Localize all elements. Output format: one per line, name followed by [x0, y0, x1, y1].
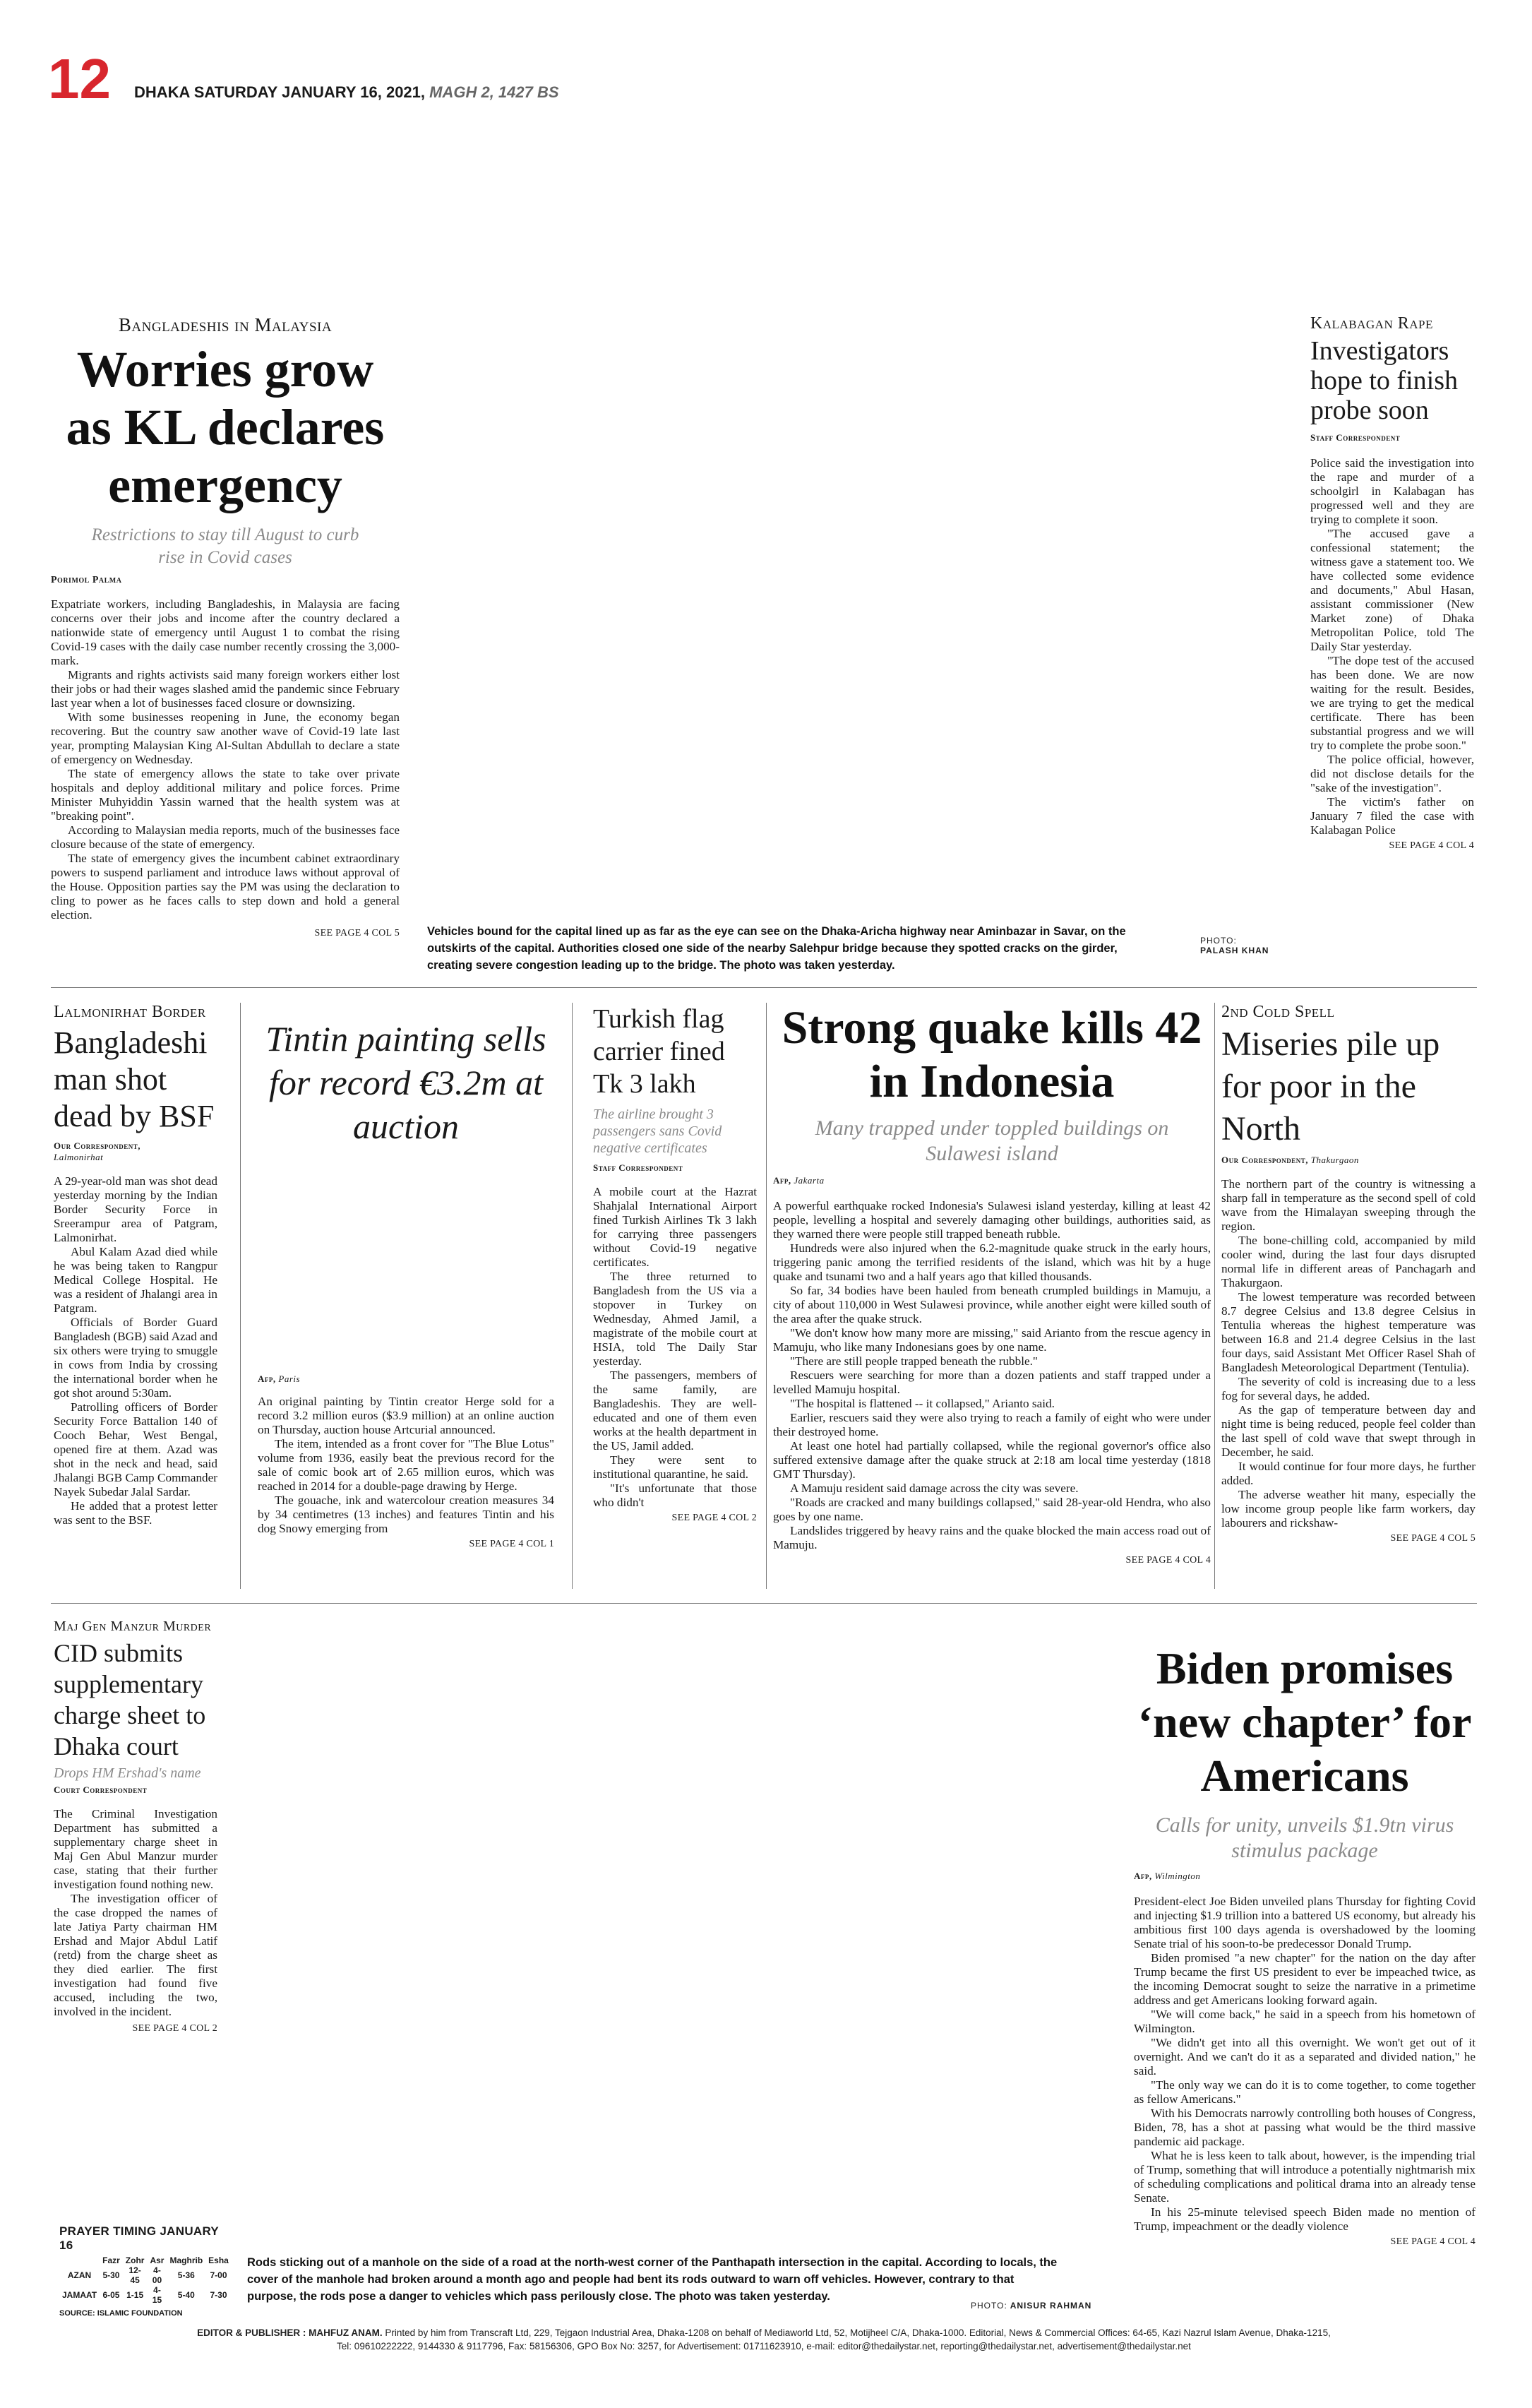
- paragraph: What he is less keen to talk about, however, is the impending trial of Trump, something that will introduce a potentially nightmarish mix of scheduling complications and political drama into an already tense Senate.: [1134, 2149, 1476, 2205]
- prayer-col: [59, 2255, 100, 2265]
- story-body: [54, 1174, 217, 1527]
- jump-line: SEE PAGE 4 COL 1: [469, 1539, 554, 1549]
- photo-credit-name: PALASH KHAN: [1200, 946, 1269, 955]
- jump-line: SEE PAGE 4 COL 2: [671, 1513, 757, 1523]
- story-byline: [258, 1373, 554, 1385]
- prayer-cell: AZAN: [67, 2270, 92, 2280]
- imprint-address: Printed by him from Transcraft Ltd, 229, Tejgaon Industrial Area, Dhaka-1208 on behalf of Mediaworld Ltd, 52, Motijheel C/A, Dhaka-1000. Editorial, News & Commercial Offices: 64-65, Kazi Nazrul Islam Avenue, Dhaka-1215,: [382, 2327, 1331, 2338]
- prayer-header-row: [59, 2255, 232, 2265]
- story-body: [1221, 1177, 1476, 1530]
- prayer-source: SOURCE: ISLAMIC FOUNDATION: [59, 2309, 183, 2318]
- story-bsf: [54, 1003, 217, 1527]
- prayer-col: Asr: [150, 2255, 164, 2265]
- prayer-col: Fazr: [102, 2255, 120, 2265]
- story-body: [1310, 456, 1474, 838]
- prayer-col: Maghrib: [169, 2255, 203, 2265]
- paragraph: The Criminal Investigation Department has submitted a supplementary charge sheet in Maj Gen Abul Manzur murder case, stating that their further investigation found nothing new.: [54, 1807, 217, 1891]
- byline-place: Paris: [278, 1373, 301, 1384]
- paragraph: "We don't know how many more are missing," said Arianto from the rescue agency in Mamuju, who like many Indonesians goes by one name.: [773, 1326, 1211, 1354]
- paragraph: The adverse weather hit many, especially the low income group people like farm workers, day labourers and rickshaw-: [1221, 1488, 1476, 1530]
- byline-name: Afp,: [773, 1175, 791, 1186]
- byline-name: Our Correspondent,: [54, 1140, 141, 1151]
- prayer-cell: 6-05: [102, 2290, 120, 2300]
- paragraph: A Mamuju resident said damage across the city was severe.: [790, 1482, 1079, 1495]
- paragraph: The state of emergency allows the state to take over private hospitals and deploy additional military and police forces. Prime Minister Muhyiddin Yassin warned that the health system was at "breaking point".: [51, 767, 400, 823]
- divider: [1214, 1003, 1215, 1589]
- prayer-cell: 1-15: [126, 2290, 144, 2300]
- prayer-col: Zohr: [125, 2255, 145, 2265]
- story-kicker: Maj Gen Manzur Murder: [54, 1619, 212, 1634]
- paragraph: "It's unfortunate that those who didn't: [593, 1482, 757, 1509]
- story-quake: [773, 1001, 1211, 1566]
- prayer-cell: 7-30: [210, 2290, 227, 2300]
- paragraph: The victim's father on January 7 filed the case with Kalabagan Police: [1310, 795, 1474, 837]
- story-headline: Tintin painting sells for record €3.2m at auction: [265, 1019, 546, 1146]
- story-deck: Restrictions to stay till August to curb rise in Covid cases: [91, 525, 359, 567]
- jump-line: SEE PAGE 4 COL 5: [314, 928, 400, 938]
- paragraph: Biden promised "a new chapter" for the nation on the day after Trump became the first US president to ever be impeached twice, as the incoming Democrat sought to seize the narrative in a primetime address and get Americans looking forward again.: [1134, 1951, 1476, 2007]
- story-deck: The airline brought 3 passengers sans Covid negative certificates: [593, 1107, 722, 1156]
- prayer-cell: JAMAAT: [62, 2290, 97, 2300]
- paragraph: The three returned to Bangladesh from the US via a stopover in Turkey on Wednesday, Ahmed Jamil, a magistrate of the mobile court at HSIA, told The Daily Star yesterday.: [593, 1270, 757, 1368]
- dateline-bangla: MAGH 2, 1427 BS: [425, 83, 559, 101]
- byline-name: Afp,: [258, 1373, 276, 1384]
- jump-line: SEE PAGE 4 COL 4: [1389, 840, 1474, 851]
- byline-place: Lalmonirhat: [54, 1152, 104, 1162]
- paragraph: "Roads are cracked and many buildings collapsed," said 28-year-old Hendra, who also goes by one name.: [773, 1496, 1211, 1523]
- paragraph: The severity of cold is increasing due to a less fog for several days, he added.: [1221, 1375, 1476, 1402]
- story-cold: [1221, 1003, 1476, 1544]
- jump-line: SEE PAGE 4 COL 5: [1390, 1533, 1476, 1544]
- prayer-cell: 5-40: [177, 2290, 195, 2300]
- paragraph: The bone-chilling cold, accompanied by mild cooler wind, during the last four days disrupted normal life in different areas of Panchagarh and Thakurgaon.: [1221, 1234, 1476, 1289]
- story-deck: Many trapped under toppled buildings on Sulawesi island: [815, 1116, 1169, 1165]
- story-headline: Miseries pile up for poor in the North: [1221, 1025, 1440, 1148]
- byline-place: Thakurgaon: [1310, 1155, 1359, 1165]
- byline-place: Wilmington: [1154, 1871, 1201, 1881]
- story-byline: [1134, 1871, 1476, 1882]
- paragraph: Police said the investigation into the rape and murder of a schoolgirl in Kalabagan has progressed well and they are trying to complete it soon.: [1310, 456, 1474, 526]
- paragraph: Expatriate workers, including Bangladeshis, in Malaysia are facing concerns over their jobs and income after the country declared a nationwide state of emergency until August 1 to combat the rising Covid-19 cases with the daily case number recently crossing the 3,000-mark.: [51, 597, 400, 667]
- story-byline: Porimol Palma: [51, 575, 122, 585]
- paragraph: "The dope test of the accused has been done. We are now waiting for the result. Besides, we are trying to get the medical certificate. There has been substantial progress and we will try to complete the probe soon.": [1310, 654, 1474, 752]
- story-kalabagan: [1310, 314, 1474, 852]
- prayer-row: [59, 2265, 232, 2285]
- paragraph: They were sent to institutional quarantine, he said.: [593, 1453, 757, 1481]
- story-kicker: Kalabagan Rape: [1310, 314, 1433, 333]
- story-byline: [54, 1140, 217, 1163]
- story-byline: Staff Correspondent: [1310, 432, 1401, 443]
- story-kicker: Bangladeshis in Malaysia: [118, 314, 333, 335]
- paragraph: The investigation officer of the case dropped the names of late Jatiya Party chairman HM Ershad and Major Abdul Latif (retd) from the charge sheet as they died earlier. The first investigation had found five accused, including the two, involved in the incident.: [54, 1892, 217, 2018]
- story-headline: Biden promises ‘new chapter’ for Americans: [1137, 1643, 1472, 1801]
- photo-credit: [971, 2301, 1091, 2311]
- story-body: [54, 1807, 217, 2019]
- paragraph: In his 25-minute televised speech Biden made no mention of Trump, impeachment or the deadly violence: [1134, 2205, 1476, 2233]
- paragraph: Officials of Border Guard Bangladesh (BGB) said Azad and six others were trying to smuggle in cows from India by crossing the international border when he got shot around 5:30am.: [54, 1316, 217, 1400]
- story-kicker: Lalmonirhat Border: [54, 1003, 206, 1021]
- divider: [51, 1603, 1477, 1604]
- story-body: [51, 597, 400, 922]
- paragraph: Landslides triggered by heavy rains and the quake blocked the main access road out of Mamuju.: [773, 1524, 1211, 1551]
- divider: [572, 1003, 573, 1589]
- paragraph: According to Malaysian media reports, much of the businesses face closure because of the state of emergency.: [51, 823, 400, 851]
- paragraph: Earlier, rescuers said they were also trying to reach a family of eight who were under their destroyed home.: [773, 1411, 1211, 1438]
- prayer-cell: 7-00: [210, 2270, 227, 2280]
- paragraph: The police official, however, did not disclose details for the "sake of the investigation".: [1310, 753, 1474, 794]
- paragraph: "The only way we can do it is to come together, to come together as fellow Americans.": [1134, 2078, 1476, 2106]
- prayer-cell: 5-36: [177, 2270, 195, 2280]
- paragraph: A 29-year-old man was shot dead yesterday morning by the Indian Border Security Force in Sreerampur area of Patgram, Lalmonirhat.: [54, 1174, 217, 1244]
- story-byline: Staff Correspondent: [593, 1162, 683, 1173]
- paragraph: Migrants and rights activists said many foreign workers either lost their jobs or had their wages slashed amid the pandemic since February last year when a lot of businesses faced closure or downsizing.: [51, 668, 400, 710]
- dateline: [134, 83, 559, 102]
- prayer-cell: 4-00: [152, 2265, 162, 2285]
- jump-line: SEE PAGE 4 COL 2: [132, 2023, 217, 2034]
- paragraph: President-elect Joe Biden unveiled plans Thursday for fighting Covid and injecting $1.9 trillion into a battered US economy, but already his ambitious first 100 days agenda is overshadowed by the looming Senate trial of his soon-to-be predecessor Donald Trump.: [1134, 1895, 1476, 1950]
- divider: [766, 1003, 767, 1589]
- story-deck: Calls for unity, unveils $1.9tn virus stimulus package: [1155, 1813, 1454, 1862]
- paragraph: Rescuers were searching for more than a dozen patients and staff trapped under a levelled Mamuju hospital.: [773, 1369, 1211, 1396]
- story-turkish: [593, 1003, 757, 1524]
- story-body: [773, 1199, 1211, 1552]
- story-headline: Investigators hope to finish probe soon: [1310, 336, 1458, 425]
- photo-caption: Vehicles bound for the capital lined up as far as the eye can see on the Dhaka-Aricha highway near Aminbazar in Savar, on the outskirts of the capital. Authorities closed one side of the nearby Salehpur bridge because they spotted cracks on the girder, creating severe congestion leading up to the bridge. The photo was taken yesterday.: [427, 925, 1126, 972]
- jump-line: SEE PAGE 4 COL 4: [1390, 2236, 1476, 2247]
- imprint-editor: EDITOR & PUBLISHER : MAHFUZ ANAM.: [197, 2327, 383, 2338]
- paragraph: With his Democrats narrowly controlling both houses of Congress, Biden, 78, has a shot at passing what would be the third massive pandemic aid package.: [1134, 2106, 1476, 2148]
- byline-name: Our Correspondent,: [1221, 1155, 1309, 1165]
- paragraph: So far, 34 bodies have been hauled from beneath crumpled buildings in Mamuju, a city of about 110,000 in West Sulawesi province, while another eight were killed south of the area after the quake struck.: [773, 1284, 1211, 1325]
- story-headline: Bangladeshi man shot dead by BSF: [54, 1025, 215, 1133]
- story-byline: Court Correspondent: [54, 1784, 148, 1795]
- story-deck: Drops HM Ershad's name: [54, 1765, 201, 1781]
- divider: [240, 1003, 241, 1589]
- divider: [51, 987, 1477, 988]
- prayer-col: Esha: [208, 2255, 229, 2265]
- story-malaysia: [51, 314, 400, 939]
- story-body: [593, 1185, 757, 1510]
- prayer-cell: 5-30: [102, 2270, 120, 2280]
- paragraph: He added that a protest letter was sent to the BSF.: [54, 1499, 217, 1527]
- byline-place: Jakarta: [794, 1175, 825, 1186]
- jump-line: SEE PAGE 4 COL 4: [1125, 1555, 1211, 1566]
- paragraph: The state of emergency gives the incumbent cabinet extraordinary powers to suspend parliament and introduce laws without approval of the House. Opposition parties say the PM was using the declaration to cling to power as he faces calls to step down and hold a general election.: [51, 852, 400, 922]
- story-biden: [1134, 1642, 1476, 2248]
- story-headline: Turkish flag carrier fined Tk 3 lakh: [593, 1004, 725, 1099]
- story-tintin: [258, 1017, 554, 1148]
- imprint-line-2: Tel: 09610222222, 9144330 & 9117796, Fax: 58156306, GPO Box No: 3257, for Advertisement: 01711623910, e-mail: editor@thedailystar.net, reporting@thedailystar.net, advertisement@thedailystar.net: [337, 2341, 1191, 2352]
- paragraph: The passengers, members of the same family, are Bangladeshis. They are well-educated and one of them even works at the health department in the US, Jamil added.: [593, 1369, 757, 1453]
- paragraph: It would continue for four more days, he further added.: [1221, 1460, 1476, 1487]
- story-byline: [773, 1175, 1211, 1186]
- paragraph: Patrolling officers of Border Security Force Battalion 140 of Cooch Behar, West Bengal, opened fire at them. Azad was shot in the neck and head, said Jhalangi BGB Camp Commander Nayek Subedar Jalal Sardar.: [54, 1400, 217, 1498]
- paragraph: At least one hotel had partially collapsed, while the regional governor's office also suffered extensive damage after the quake struck at 2:18 am local time yesterday (1818 GMT Thursday).: [773, 1439, 1211, 1481]
- paragraph: "The hospital is flattened -- it collapsed," Arianto said.: [790, 1397, 1055, 1410]
- story-kicker: 2nd Cold Spell: [1221, 1003, 1335, 1021]
- paragraph: "We will come back," he said in a speech from his hometown of Wilmington.: [1134, 2008, 1476, 2035]
- story-tintin-body: [258, 1373, 554, 1550]
- photo-credit-name: ANISUR RAHMAN: [1010, 2301, 1092, 2311]
- story-headline: Strong quake kills 42 in Indonesia: [782, 1002, 1202, 1107]
- story-cid: [54, 1619, 217, 2034]
- photo-caption: Rods sticking out of a manhole on the side of a road at the north-west corner of the Panthapath intersection in the capital. According to locals, the cover of the manhole had broken around a month ago and people had bent its rods outward to warn off vehicles. However, contrary to that purpose, the rods pose a danger to vehicles which pass perilously close. The photo was taken yesterday.: [247, 2256, 1058, 2303]
- paragraph: As the gap of temperature between day and night time is being reduced, people feel colder than the last spell of cold wave that swept through in December, he said.: [1221, 1403, 1476, 1459]
- byline-name: Afp,: [1134, 1871, 1152, 1881]
- imprint-line-1: [51, 2326, 1477, 2340]
- prayer-title: PRAYER TIMING JANUARY 16: [59, 2224, 219, 2252]
- prayer-cell: 12-45: [128, 2265, 141, 2285]
- prayer-table: [59, 2255, 232, 2305]
- paragraph: "The accused gave a confessional statement; the witness gave a statement too. We have collected some evidence and documents," Abul Hasan, assistant commissioner (New Market zone) of Dhaka Metropolitan Police, told The Daily Star yesterday.: [1310, 527, 1474, 653]
- story-body: [258, 1395, 554, 1536]
- page-number: 12: [48, 47, 111, 110]
- prayer-row: [59, 2285, 232, 2305]
- paragraph: "There are still people trapped beneath the rubble.": [790, 1354, 1038, 1368]
- dateline-date: DHAKA SATURDAY JANUARY 16, 2021,: [134, 83, 426, 101]
- paragraph: A powerful earthquake rocked Indonesia's Sulawesi island yesterday, killing at least 42 people, levelling a hospital and severely damaging other buildings, authorities said, as they warned there were people still trapped beneath rubble.: [773, 1199, 1211, 1241]
- story-headline: CID submits supplementary charge sheet to Dhaka court: [54, 1639, 206, 1760]
- photo-credit: [1200, 936, 1269, 955]
- paragraph: The northern part of the country is witnessing a sharp fall in temperature as the second spell of cold wave from the Himalayan sweeping through the region.: [1221, 1177, 1476, 1233]
- paragraph: "We didn't get into all this overnight. We won't get out of it overnight. And we can't do it as a separated and divided nation," he said.: [1134, 2036, 1476, 2078]
- paragraph: The item, intended as a front cover for "The Blue Lotus" volume from 1936, easily beat the previous record for the sale of comic book art of 2.65 million euros, which was reached in 2014 for a double-page drawing by Herge.: [258, 1437, 554, 1493]
- story-byline: [1221, 1155, 1476, 1166]
- paragraph: Hundreds were also injured when the 6.2-magnitude quake struck in the early hours, triggering panic among the terrified residents of the island, which was hit by a huge quake and tsunami two and a half years ago that killed thousands.: [773, 1241, 1211, 1283]
- paragraph: A mobile court at the Hazrat Shahjalal International Airport fined Turkish Airlines Tk 3 lakh for carrying three passengers without Covid-19 negative certificates.: [593, 1185, 757, 1269]
- paragraph: The lowest temperature was recorded between 8.7 degree Celsius and 13.8 degree Celsius in Tentulia whereas the highest temperature was between 16.8 and 21.4 degree Celsius in the last four days, said Assistant Met Officer Rasel Shah of Bangladesh Meteorological Department (Tentulia).: [1221, 1290, 1476, 1374]
- prayer-cell: 4-15: [152, 2285, 162, 2305]
- photo-credit-label: PHOTO:: [971, 2301, 1007, 2311]
- imprint: [51, 2326, 1477, 2353]
- paragraph: Abul Kalam Azad died while he was being taken to Rangpur Medical College Hospital. He was a resident of Jhalangi area in Patgram.: [54, 1245, 217, 1315]
- photo-credit-label: PHOTO:: [1200, 936, 1237, 946]
- paragraph: An original painting by Tintin creator Herge sold for a record 3.2 million euros ($3.9 million) at an online auction on Thursday, auction house Artcurial announced.: [258, 1395, 554, 1436]
- story-body: [1134, 1895, 1476, 2234]
- prayer-timing: [59, 2224, 229, 2318]
- paragraph: The gouache, ink and watercolour creation measures 34 by 34 centimetres (13 inches) and features Tintin and his dog Snowy emerging from: [258, 1494, 554, 1535]
- story-headline: Worries grow as KL declares emergency: [66, 341, 385, 513]
- paragraph: With some businesses reopening in June, the economy began recovering. But the country saw another wave of Covid-19 late last year, prompting Malaysian King Al-Sultan Abdullah to declare a state of emergency on Wednesday.: [51, 710, 400, 766]
